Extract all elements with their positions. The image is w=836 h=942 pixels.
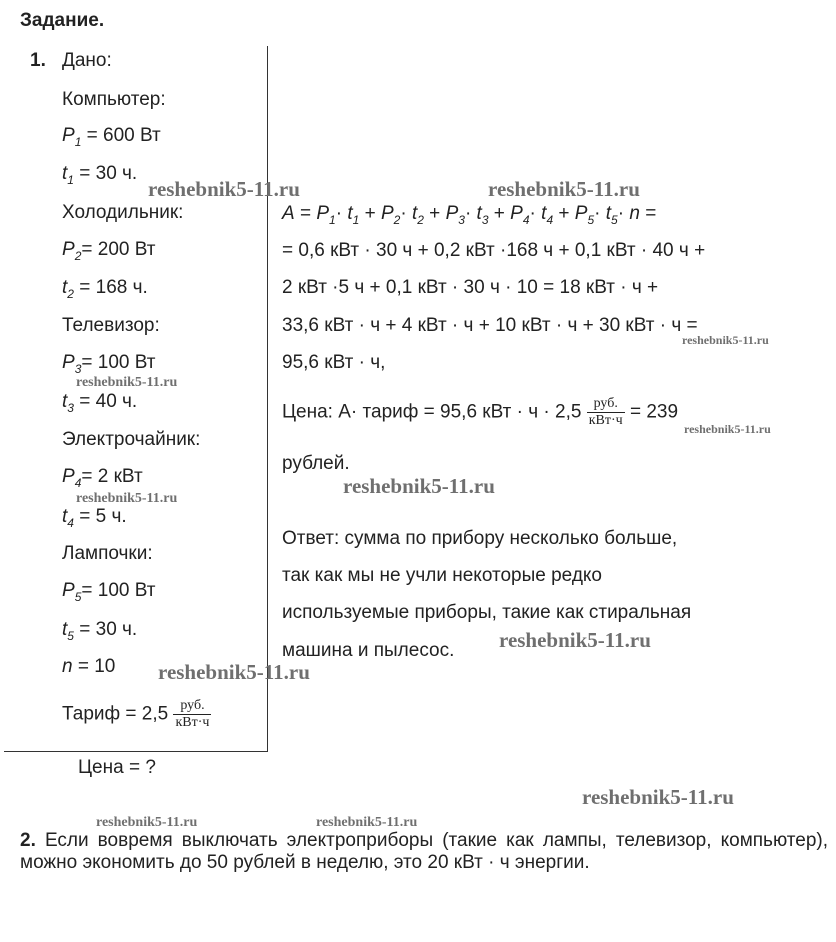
watermark: reshebnik5-11.ru bbox=[582, 785, 734, 809]
price-result: = 239 bbox=[629, 401, 679, 423]
watermark: reshebnik5-11.ru bbox=[684, 422, 771, 436]
watermark: reshebnik5-11.ru bbox=[488, 177, 640, 201]
given-p5: $P_5= 100$ Вт bbox=[62, 580, 156, 604]
watermark: reshebnik5-11.ru bbox=[158, 660, 310, 684]
answer-line-2: так как мы не учли некоторые редко bbox=[282, 565, 603, 586]
device-fridge: Холодильник: bbox=[62, 202, 184, 223]
page-title: Задание. bbox=[20, 10, 105, 31]
given-t1: $t_1 = 30$ ч. bbox=[62, 163, 138, 187]
given-p2: $P_2= 200$ Вт bbox=[62, 239, 156, 263]
watermark: reshebnik5-11.ru bbox=[148, 177, 300, 201]
tariff-label: Тариф = 2,5 bbox=[62, 703, 169, 725]
calc-line-1: = 0,6 кВт · 30 ч + 0,2 кВт ·168 ч + 0,1 кВт · 40 ч + bbox=[282, 240, 706, 261]
given-p4: $P_4= 2$ кВт bbox=[62, 466, 143, 490]
device-lamps: Лампочки: bbox=[62, 543, 153, 564]
device-tv: Телевизор: bbox=[62, 315, 160, 336]
watermark: reshebnik5-11.ru bbox=[682, 333, 769, 347]
answer-line-1: Ответ: сумма по прибору несколько больше, bbox=[282, 528, 678, 549]
calc-line-3: 33,6 кВт · ч + 4 кВт · ч + 10 кВт · ч + 30 кВт · ч = bbox=[282, 315, 698, 336]
price-unit: $\frac{\text{руб.}}{\text{кВт·ч}}$ bbox=[588, 396, 623, 428]
given-t2: $t_2 = 168$ ч. bbox=[62, 277, 148, 301]
watermark: reshebnik5-11.ru bbox=[76, 491, 178, 506]
given-divider-horizontal bbox=[4, 751, 268, 752]
watermark: reshebnik5-11.ru bbox=[499, 628, 651, 652]
watermark: reshebnik5-11.ru bbox=[76, 375, 178, 390]
watermark: reshebnik5-11.ru bbox=[96, 815, 198, 830]
given-n: n = 10 bbox=[62, 656, 116, 677]
given-label: Дано: bbox=[62, 50, 112, 71]
answer-line-4: машина и пылесос. bbox=[282, 640, 455, 661]
price-calc-line bbox=[282, 396, 678, 429]
watermark: reshebnik5-11.ru bbox=[316, 815, 418, 830]
task2-number: 2. bbox=[20, 830, 36, 851]
given-t4: $t_4 = 5$ ч. bbox=[62, 506, 127, 530]
calc-line-4: 95,6 кВт · ч, bbox=[282, 352, 386, 373]
rubles-word: рублей. bbox=[282, 453, 350, 474]
price-question: Цена = ? bbox=[78, 757, 156, 778]
given-p1: $P_1 = 600$ Вт bbox=[62, 125, 161, 149]
calc-line-2: 2 кВт ·5 ч + 0,1 кВт · 30 ч · 10 = 18 кВт · ч + bbox=[282, 277, 659, 298]
device-kettle: Электрочайник: bbox=[62, 429, 201, 450]
formula-line: $A = P_1\cdot t_1 + P_2\cdot t_2 + P_3\cdot t_3 + P_4\cdot t_4 + P_5\cdot t_5\cdot n$ = bbox=[282, 203, 657, 227]
tariff-unit: $\frac{\text{руб.}}{\text{кВт·ч}}$ bbox=[175, 698, 210, 730]
given-tariff bbox=[62, 698, 211, 731]
device-computer: Компьютер: bbox=[62, 89, 166, 110]
given-p3: $P_3= 100$ Вт bbox=[62, 352, 156, 376]
given-t5: $t_5 = 30$ ч. bbox=[62, 619, 138, 643]
watermark: reshebnik5-11.ru bbox=[343, 474, 495, 498]
answer-line-3: используемые приборы, такие как стиральная bbox=[282, 602, 692, 623]
given-divider-vertical bbox=[267, 46, 268, 752]
task2-text: Если вовремя выключать электроприборы (такие как лампы, телевизор, компьютер), можно экономить до 50 рублей в неделю, это 20 кВт · ч энергии. bbox=[20, 830, 829, 873]
price-calc-label: Цена: A· тариф = 95,6 кВт · ч · 2,5 bbox=[282, 401, 582, 423]
task2-paragraph bbox=[20, 830, 828, 874]
task1-number: 1. bbox=[30, 50, 46, 71]
given-t3: $t_3 = 40$ ч. bbox=[62, 391, 138, 415]
